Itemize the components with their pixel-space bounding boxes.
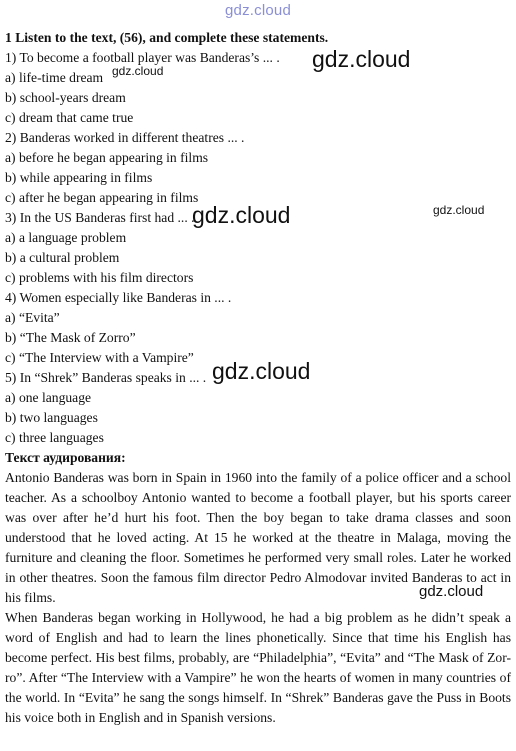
answer-option: b) a cultural problem	[5, 250, 120, 265]
answer-option: a) “Evita”	[5, 310, 60, 325]
answer-option: c) “The Interview with a Vampire”	[5, 350, 194, 365]
answer-option: b) “The Mask of Zorro”	[5, 330, 136, 345]
answer-option: b) two languages	[5, 410, 98, 425]
watermark-overlay: gdz.cloud	[112, 64, 164, 78]
watermark-overlay: gdz.cloud	[192, 202, 291, 228]
question-stem: 2) Banderas worked in different theatres ... .	[5, 130, 245, 145]
site-watermark-top: gdz.cloud	[224, 2, 291, 19]
answer-option: a) a language problem	[5, 230, 127, 245]
question-stem: 1) To become a football player was Banderas’s ... .	[5, 50, 280, 65]
question-stem: 5) In “Shrek” Banderas speaks in ... .	[5, 370, 207, 385]
watermark-overlay: gdz.cloud	[212, 358, 311, 384]
watermark-overlay: gdz.cloud	[312, 46, 411, 72]
answer-option: b) while appearing in films	[5, 170, 153, 185]
answer-option: c) after he began appearing in films	[5, 190, 199, 205]
answer-option: a) life-time dream	[5, 70, 104, 85]
answer-option: c) dream that came true	[5, 110, 134, 125]
answer-option: c) three languages	[5, 430, 104, 445]
watermark-overlay: gdz.cloud	[433, 203, 485, 217]
question-stem: 4) Women especially like Banderas in ... .	[5, 290, 232, 305]
answer-option: a) one language	[5, 390, 92, 405]
answer-option: a) before he began appearing in films	[5, 150, 209, 165]
transcript-heading: Текст аудирования:	[5, 450, 126, 465]
transcript-paragraph: When Banderas began working in Hollywood, he had a big problem as he didn’t speak a word of English and had to learn the lines phonetically. Since that time his English has become perfect. His best films, probably, are “Philadelphia”, “Evita” and “The Mask of Zor-ro”. After “The Interview with a Vampire” he won the hearts of women in many countries of the world. In “Evita” he sang the songs himself. In “Shrek” Banderas gave the Puss in Boots his voice both in English and in Spanish versions.	[5, 610, 511, 725]
watermark-overlay: gdz.cloud	[419, 583, 484, 600]
answer-option: b) school-years dream	[5, 90, 126, 105]
transcript-paragraph: Antonio Banderas was born in Spain in 1960 into the family of a police officer and a school teacher. As a schoolboy Antonio wanted to become a football player, but his sports career was over after he’d hurt his foot. Then the boy began to take drama classes and soon understood that he loved acting. At 15 he worked at the theatre in Malaga, moving the furniture and cleaning the floor. Sometimes he performed very small roles. Later he worked in other theatres. Soon the famous film director Pedro Almodovar invited Banderas to act in his films.	[5, 470, 511, 605]
question-stem: 3) In the US Banderas first had ... .	[5, 210, 195, 225]
exercise-heading: 1 Listen to the text, (56), and complete these statements.	[5, 30, 329, 45]
answer-option: c) problems with his film directors	[5, 270, 194, 285]
